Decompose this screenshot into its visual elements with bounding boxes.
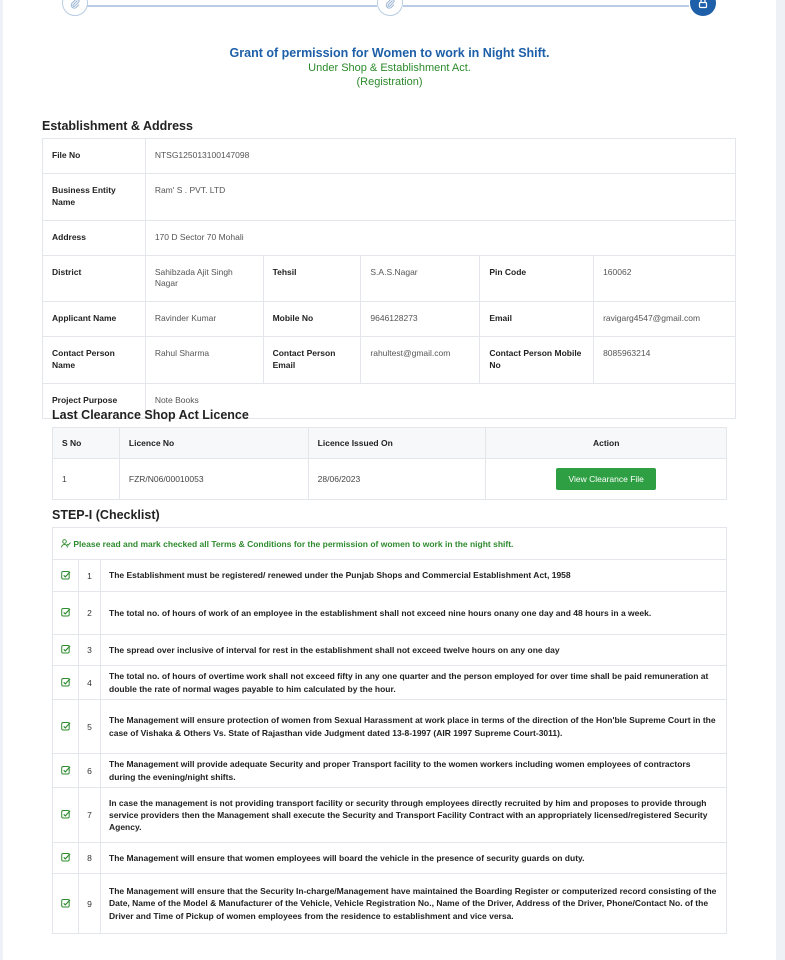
- checklist-item: [53, 560, 727, 592]
- checklist-note-row: [53, 528, 727, 560]
- view-clearance-file-button[interactable]: View Clearance File: [556, 468, 655, 490]
- email-value: ravigarg4547@gmail.com: [594, 302, 736, 337]
- form-title-block: [3, 46, 776, 88]
- licence-sno: 1: [53, 459, 120, 500]
- checklist-note: [53, 528, 727, 560]
- checklist-heading: STEP-I (Checklist): [52, 508, 160, 522]
- checklist-item: [53, 874, 727, 934]
- checklist-item-number: 1: [79, 560, 101, 592]
- progress-stepper: [3, 0, 776, 22]
- col-licence-no: Licence No: [119, 428, 308, 459]
- step-2-paperclip-icon[interactable]: [377, 0, 403, 16]
- col-action: Action: [486, 428, 727, 459]
- checklist-item-text: The total no. of hours of overtime work shall not exceed fifty in any one quarter and the person employed for over time shall be paid remuneration at double the rate of normal wages payable to him calculated by the hour.: [101, 666, 727, 700]
- contact-email-label: Contact Person Email: [263, 337, 361, 384]
- checklist-table: [52, 527, 727, 934]
- table-row: [53, 459, 727, 500]
- licence-table: [52, 427, 727, 500]
- checklist-item-number: 8: [79, 843, 101, 874]
- table-row: [43, 173, 736, 220]
- tehsil-value: S.A.S.Nagar: [361, 255, 480, 302]
- checklist-item-text: The Management will ensure that women employees will board the vehicle in the presence of security guards on duty.: [101, 843, 727, 874]
- col-licence-issued: Licence Issued On: [308, 428, 486, 459]
- table-row: [43, 139, 736, 174]
- establishment-heading: Establishment & Address: [42, 119, 193, 133]
- checklist-item-number: 6: [79, 754, 101, 788]
- checklist-item: [53, 754, 727, 788]
- licence-number: FZR/N06/00010053: [119, 459, 308, 500]
- page-title: Grant of permission for Women to work in Night Shift.: [229, 46, 550, 60]
- project-purpose-label: Project Purpose: [43, 384, 146, 419]
- checkbox-checked-icon[interactable]: [61, 765, 71, 775]
- file-no-value: NTSG125013100147098: [145, 139, 735, 174]
- checklist-checkbox[interactable]: [53, 560, 79, 592]
- checklist-item-number: 4: [79, 666, 101, 700]
- tehsil-label: Tehsil: [263, 255, 361, 302]
- table-row: [43, 255, 736, 302]
- email-label: Email: [480, 302, 594, 337]
- district-label: District: [43, 255, 146, 302]
- contact-mobile-value: 8085963214: [594, 337, 736, 384]
- checklist-item: [53, 666, 727, 700]
- project-purpose-value: Note Books: [145, 384, 735, 419]
- checklist-item-text: The total no. of hours of work of an employee in the establishment shall not exceed nine hours onany one day and 48 hours in a week.: [101, 592, 727, 635]
- checklist-item: [53, 635, 727, 666]
- business-entity-label: Business Entity Name: [43, 173, 146, 220]
- checklist-item-number: 9: [79, 874, 101, 934]
- user-check-icon: [61, 539, 71, 548]
- checklist-item-number: 2: [79, 592, 101, 635]
- licence-issued-date: 28/06/2023: [308, 459, 486, 500]
- establishment-table: [42, 138, 736, 419]
- checklist-item-text: The Management will ensure that the Security In-charge/Management have maintained the Boarding Register or computerized record consisting of the Date, Name of the Model & Manufacturer of the Vehicle, Vehicle Registration No., Name of the Driver, Address of the Driver, Phone/Contact No. of the Driver and Time of Pickup of women employees from the residence to establishment and vice versa.: [101, 874, 727, 934]
- page-subtitle: Under Shop & Establishment Act.: [308, 62, 471, 74]
- table-row: [43, 337, 736, 384]
- address-label: Address: [43, 220, 146, 255]
- stepper-line: [403, 5, 689, 7]
- checkbox-checked-icon[interactable]: [61, 644, 71, 654]
- checkbox-checked-icon[interactable]: [61, 809, 71, 819]
- step-3-lock-icon[interactable]: [690, 0, 716, 16]
- contact-email-value: rahultest@gmail.com: [361, 337, 480, 384]
- licence-action-cell: [486, 459, 727, 500]
- checklist-checkbox[interactable]: [53, 635, 79, 666]
- checklist-item: [53, 592, 727, 635]
- contact-person-value: Rahul Sharma: [145, 337, 263, 384]
- col-sno: S No: [53, 428, 120, 459]
- checkbox-checked-icon[interactable]: [61, 570, 71, 580]
- checklist-checkbox[interactable]: [53, 843, 79, 874]
- checkbox-checked-icon[interactable]: [61, 677, 71, 687]
- contact-mobile-label: Contact Person Mobile No: [480, 337, 594, 384]
- mobile-no-value: 9646128273: [361, 302, 480, 337]
- checkbox-checked-icon[interactable]: [61, 852, 71, 862]
- checklist-checkbox[interactable]: [53, 700, 79, 754]
- checklist-item-text: In case the management is not providing transport facility or security through employees directly recruited by him and proposes to provide through service providers then the Management shall execute the Security and Transport Facility Contract with an appropriately licensed/registered Security Agency.: [101, 788, 727, 843]
- address-value: 170 D Sector 70 Mohali: [145, 220, 735, 255]
- mobile-no-label: Mobile No: [263, 302, 361, 337]
- contact-person-label: Contact Person Name: [43, 337, 146, 384]
- checklist-item-number: 7: [79, 788, 101, 843]
- checklist-checkbox[interactable]: [53, 592, 79, 635]
- applicant-name-value: Ravinder Kumar: [145, 302, 263, 337]
- step-1-paperclip-icon[interactable]: [62, 0, 88, 16]
- business-entity-value: Ram' S . PVT. LTD: [145, 173, 735, 220]
- table-row: [43, 302, 736, 337]
- applicant-name-label: Applicant Name: [43, 302, 146, 337]
- page: [3, 0, 776, 960]
- checklist-item-text: The Management will provide adequate Security and proper Transport facility to the women workers including women employees of contractors during the evening/night shifts.: [101, 754, 727, 788]
- checklist-item: [53, 700, 727, 754]
- file-no-label: File No: [43, 139, 146, 174]
- checklist-item: [53, 788, 727, 843]
- checklist-checkbox[interactable]: [53, 874, 79, 934]
- checklist-item: [53, 843, 727, 874]
- checkbox-checked-icon[interactable]: [61, 898, 71, 908]
- pin-code-value: 160062: [594, 255, 736, 302]
- checklist-item-text: The Management will ensure protection of women from Sexual Harassment at work place in terms of the direction of the Hon'ble Supreme Court in the case of Vishaka & Others Vs. State of Rajasthan vide Judgment dated 13-8-1997 (AIR 1997 Supreme Court-3011).: [101, 700, 727, 754]
- page-subtitle-registration: (Registration): [356, 76, 423, 88]
- checklist-checkbox[interactable]: [53, 788, 79, 843]
- stepper-line: [87, 5, 377, 7]
- licence-heading: Last Clearance Shop Act Licence: [52, 408, 249, 422]
- licence-header-row: [53, 428, 727, 459]
- checklist-item-number: 3: [79, 635, 101, 666]
- checkbox-checked-icon[interactable]: [61, 607, 71, 617]
- pin-code-label: Pin Code: [480, 255, 594, 302]
- checklist-checkbox[interactable]: [53, 754, 79, 788]
- checklist-item-text: The spread over inclusive of interval for rest in the establishment shall not exceed twelve hours on any one day: [101, 635, 727, 666]
- table-row: [43, 220, 736, 255]
- checklist-note-text: Please read and mark checked all Terms & Conditions for the permission of women to work in the night shift.: [73, 538, 514, 549]
- checklist-item-number: 5: [79, 700, 101, 754]
- checkbox-checked-icon[interactable]: [61, 721, 71, 731]
- district-value: Sahibzada Ajit Singh Nagar: [145, 255, 263, 302]
- checklist-checkbox[interactable]: [53, 666, 79, 700]
- checklist-item-text: The Establishment must be registered/ renewed under the Punjab Shops and Commercial Establishment Act, 1958: [101, 560, 727, 592]
